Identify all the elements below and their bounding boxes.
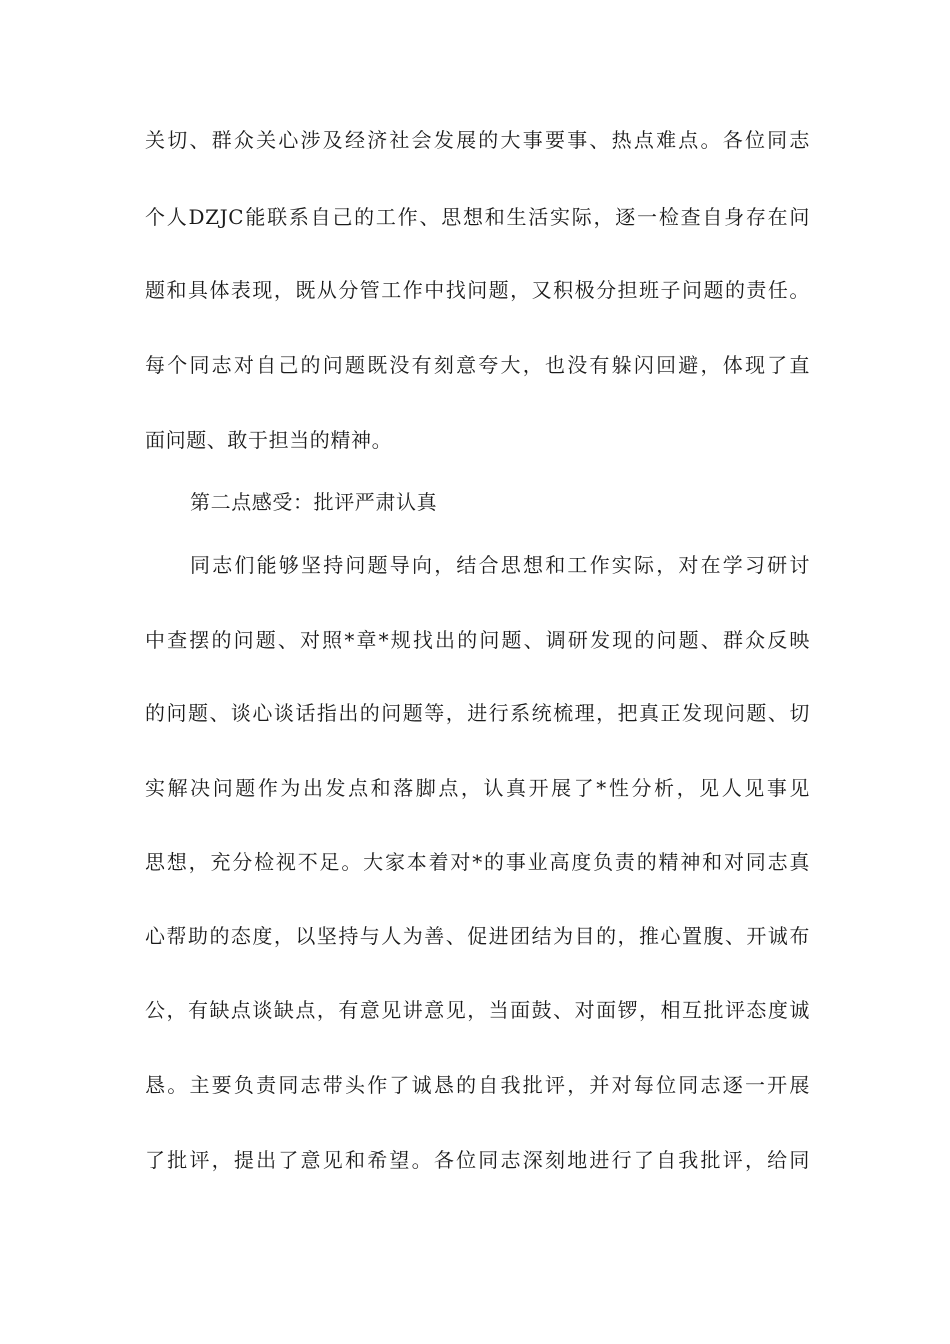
paragraph-line: 实解决问题作为出发点和落脚点，认真开展了*性分析，见人见事见 xyxy=(145,776,810,800)
paragraph-line: 心帮助的态度，以坚持与人为善、促进团结为目的，推心置腹、开诚布 xyxy=(145,924,810,948)
paragraph-line: 题和具体表现，既从分管工作中找问题，又积极分担班子问题的责任。 xyxy=(145,278,810,302)
paragraph-line: 同志们能够坚持问题导向，结合思想和工作实际，对在学习研讨 xyxy=(190,553,810,577)
paragraph-line: 中查摆的问题、对照*章*规找出的问题、调研发现的问题、群众反映 xyxy=(145,628,810,652)
paragraph-line: 关切、群众关心涉及经济社会发展的大事要事、热点难点。各位同志 xyxy=(145,128,810,152)
paragraph-line: 了批评，提出了意见和希望。各位同志深刻地进行了自我批评，给同 xyxy=(145,1148,810,1172)
paragraph-line: 恳。主要负责同志带头作了诚恳的自我批评，并对每位同志逐一开展 xyxy=(145,1073,810,1097)
paragraph-line: 公，有缺点谈缺点，有意见讲意见，当面鼓、对面锣，相互批评态度诚 xyxy=(145,998,810,1022)
paragraph-line: 的问题、谈心谈话指出的问题等，进行系统梳理，把真正发现问题、切 xyxy=(145,701,810,725)
paragraph-line: 面问题、敢于担当的精神。 xyxy=(145,428,393,452)
paragraph-line: 思想，充分检视不足。大家本着对*的事业高度负责的精神和对同志真 xyxy=(145,850,810,874)
section-heading: 第二点感受：批评严肃认真 xyxy=(190,490,438,514)
paragraph-line: 个人DZJC能联系自己的工作、思想和生活实际，逐一检查自身存在问 xyxy=(145,205,810,229)
paragraph-line: 每个同志对自己的问题既没有刻意夸大，也没有躲闪回避，体现了直 xyxy=(145,353,810,377)
